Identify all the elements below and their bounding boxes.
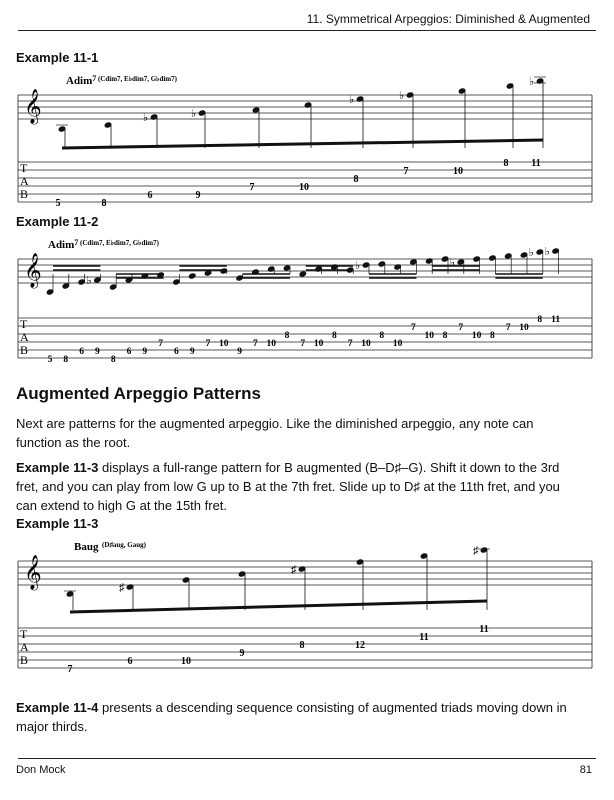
- flat-icon: ♭: [349, 94, 355, 106]
- tab-number: 7: [458, 323, 464, 333]
- paragraph: [16, 698, 582, 736]
- tab-number: 10: [392, 339, 403, 349]
- paragraph: Next are patterns for the augmented arpeggio. Like the diminished arpeggio, any note can function as the root.: [16, 416, 534, 450]
- footer-author: Don Mock: [16, 764, 66, 776]
- tab-staff: [68, 624, 489, 672]
- tab-number: 9: [142, 347, 148, 357]
- tab-number: 6: [79, 347, 84, 357]
- flat-icon: ♭: [355, 260, 361, 272]
- tab-number: 7: [253, 339, 258, 349]
- tab-number: 9: [189, 347, 195, 357]
- flat-icon: ♭: [399, 90, 405, 102]
- tab-number: 8: [63, 355, 69, 365]
- section-heading: Augmented Arpeggio Patterns: [16, 384, 261, 403]
- tab-number: 8: [101, 198, 107, 206]
- tab-number: 7: [249, 182, 255, 193]
- beam: [62, 140, 543, 148]
- notes: [56, 76, 546, 148]
- flat-icon: ♭: [529, 76, 535, 88]
- example-ref: Example 11-4: [16, 700, 99, 715]
- paragraph: [16, 458, 582, 515]
- tab-number: 7: [205, 339, 211, 349]
- chord-symbol: Adim$^7$: [48, 238, 79, 251]
- notation-example-11-1: [14, 70, 596, 206]
- tab-number: 10: [266, 339, 276, 349]
- flat-icon: ♭: [544, 246, 550, 258]
- chord-symbol: Baug: [74, 541, 99, 553]
- flat-icon: ♭: [143, 112, 149, 124]
- example-label: Example 11-2: [16, 214, 99, 229]
- treble-clef-icon: 𝄞: [24, 254, 42, 287]
- treble-clef-icon: 𝄞: [24, 90, 42, 123]
- tab-number: 8: [299, 640, 305, 651]
- tab-number: 8: [110, 355, 116, 365]
- chord-symbol: Adim$^7$: [66, 74, 97, 87]
- tab-number: 7: [67, 664, 73, 672]
- tab-number: 12: [355, 640, 365, 651]
- note-head: [299, 270, 308, 277]
- tab-clef-letter: B: [20, 187, 29, 201]
- example-label: Example 11-1: [16, 50, 99, 65]
- chord-alternates: (Cdim7, E♭dim7, G♭dim7): [80, 239, 159, 247]
- sharp-icon: ♯: [473, 545, 479, 557]
- tab-staff: [56, 158, 541, 206]
- tab-number: 11: [531, 158, 541, 169]
- tab-number: 7: [300, 339, 306, 349]
- tab-number: 7: [411, 323, 416, 333]
- tab-number: 6: [147, 190, 153, 201]
- tab-number: 6: [174, 347, 179, 357]
- tab-number: 7: [505, 323, 511, 333]
- notes: [64, 545, 490, 612]
- tab-number: 10: [471, 331, 482, 341]
- tab-number: 8: [379, 331, 385, 341]
- tab-number: 5: [47, 355, 53, 365]
- chord-alternates: (D♯aug, Gaug): [102, 541, 146, 549]
- tab-number: 10: [424, 331, 434, 341]
- tab-clef-letter: T: [20, 161, 28, 175]
- tab-number: 10: [181, 656, 191, 667]
- notation-example-11-3: [14, 536, 596, 672]
- tab-clef-letter: B: [20, 343, 29, 357]
- tab-number: 8: [490, 331, 495, 341]
- page-number: 81: [579, 764, 592, 776]
- tab-number: 8: [537, 315, 543, 325]
- tab-number: 9: [195, 190, 201, 201]
- tab-clef-letter: A: [20, 330, 29, 344]
- tab-number: 8: [284, 331, 290, 341]
- chord-alternates: (Cdim7, E♭dim7, G♭dim7): [98, 75, 177, 83]
- tab-clef-letter: B: [20, 653, 29, 667]
- tab-number: 9: [95, 347, 100, 357]
- sharp-icon: ♯: [119, 582, 125, 594]
- tab-number: 6: [126, 347, 132, 357]
- flat-icon: ♭: [528, 247, 535, 259]
- beam: [70, 601, 487, 612]
- tab-number: 8: [332, 331, 337, 341]
- running-head: 11. Symmetrical Arpeggios: Diminished & Augmented: [306, 12, 590, 26]
- tab-number: 7: [403, 166, 409, 177]
- tab-clef-letter: T: [20, 627, 28, 641]
- tab-number: 10: [299, 182, 309, 193]
- tab-number: 9: [239, 648, 245, 659]
- tab-number: 11: [479, 624, 489, 635]
- tab-number: 11: [419, 632, 429, 643]
- sharp-icon: ♯: [291, 564, 297, 576]
- treble-clef-icon: 𝄞: [24, 556, 42, 589]
- tab-number: 10: [361, 339, 371, 349]
- tab-clef-letter: T: [20, 317, 28, 331]
- tab-staff: [48, 315, 561, 365]
- tab-number: 7: [158, 339, 163, 349]
- tab-number: 8: [353, 174, 359, 185]
- paragraph-text: presents a descending sequence consisting of augmented triads moving down in major thirds.: [16, 700, 567, 734]
- tab-number: 10: [453, 166, 463, 177]
- example-ref: Example 11-3: [16, 460, 99, 475]
- tab-number: 9: [237, 347, 242, 357]
- tab-number: 11: [551, 315, 561, 325]
- flat-icon: ♭: [86, 275, 92, 287]
- notation-example-11-2: [14, 234, 596, 368]
- tab-number: 7: [347, 339, 353, 349]
- tab-number: 10: [313, 339, 324, 349]
- tab-number: 8: [503, 158, 509, 169]
- tab-number: 5: [55, 198, 61, 206]
- tab-clef-letter: A: [20, 174, 29, 188]
- paragraph-text: displays a full-range pattern for B augmented (B–D♯–G). Shift it down to the 3rd fret, and you can play from low G up to B at the 7th fret. Slide up to D♯ at the 11th fret, and you can extend to high G at the 15th fret.: [16, 460, 560, 513]
- tab-number: 8: [442, 331, 448, 341]
- tab-clef-letter: A: [20, 640, 29, 654]
- tab-number: 10: [519, 323, 529, 333]
- footer-rule: [18, 758, 596, 759]
- header-rule: [18, 30, 596, 31]
- tab-number: 6: [127, 656, 133, 667]
- example-label: Example 11-3: [16, 516, 99, 531]
- flat-icon: ♭: [449, 257, 456, 269]
- tab-number: 10: [219, 339, 229, 349]
- flat-icon: ♭: [191, 108, 197, 120]
